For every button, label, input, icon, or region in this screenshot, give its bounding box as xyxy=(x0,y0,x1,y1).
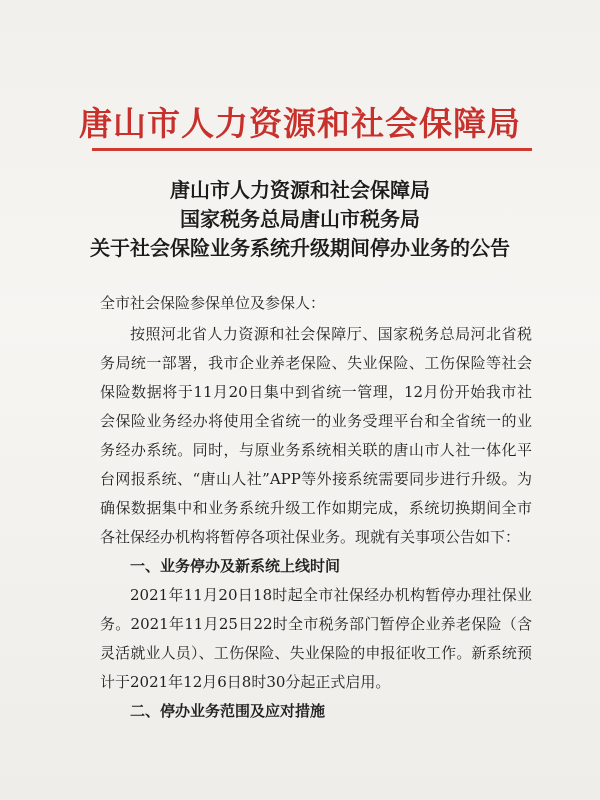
intro-paragraph: 按照河北省人力资源和社会保障厅、国家税务总局河北省税务局统一部署，我市企业养老保险、失业保险、工伤保险等社会保险数据将于11月20日集中到省统一管理，12月份开始我市社会保险业务经办将使用全省统一的业务受理平台和全省统一的业务经办系统。同时，与原业务系统相关联的唐山市人社一体化平台网报系统、“唐山人社”APP等外接系统需要同步进行升级。为确保数据集中和业务系统升级工作如期完成，系统切换期间全市各社保经办机构将暂停各项社保业务。现就有关事项公告如下： xyxy=(100,325,532,546)
section-2-heading: 二、停办业务范围及应对措施 xyxy=(130,702,326,720)
letterhead: 唐山市人力资源和社会保障局 xyxy=(79,104,521,143)
title-line-3: 关于社会保险业务系统升级期间停办业务的公告 xyxy=(90,236,510,260)
title-line-1: 唐山市人力资源和社会保障局 xyxy=(170,178,430,202)
section-1-heading: 一、业务停办及新系统上线时间 xyxy=(130,557,341,575)
title-line-2: 国家税务总局唐山市税务局 xyxy=(180,207,420,231)
letterhead-red-rule xyxy=(92,148,532,151)
section-1-paragraph: 2021年11月20日18时起全市社保经办机构暂停办理社保业务。2021年11月25日22时全市税务部门暂停企业养老保险（含灵活就业人员）、工伤保险、失业保险的申报征收工作。新系统预计于2021年12月6日8时30分起正式启用。 xyxy=(100,586,532,691)
salutation: 全市社会保险参保单位及参保人： xyxy=(100,294,326,312)
document-body xyxy=(100,320,532,726)
announcement-title-block xyxy=(0,176,600,263)
